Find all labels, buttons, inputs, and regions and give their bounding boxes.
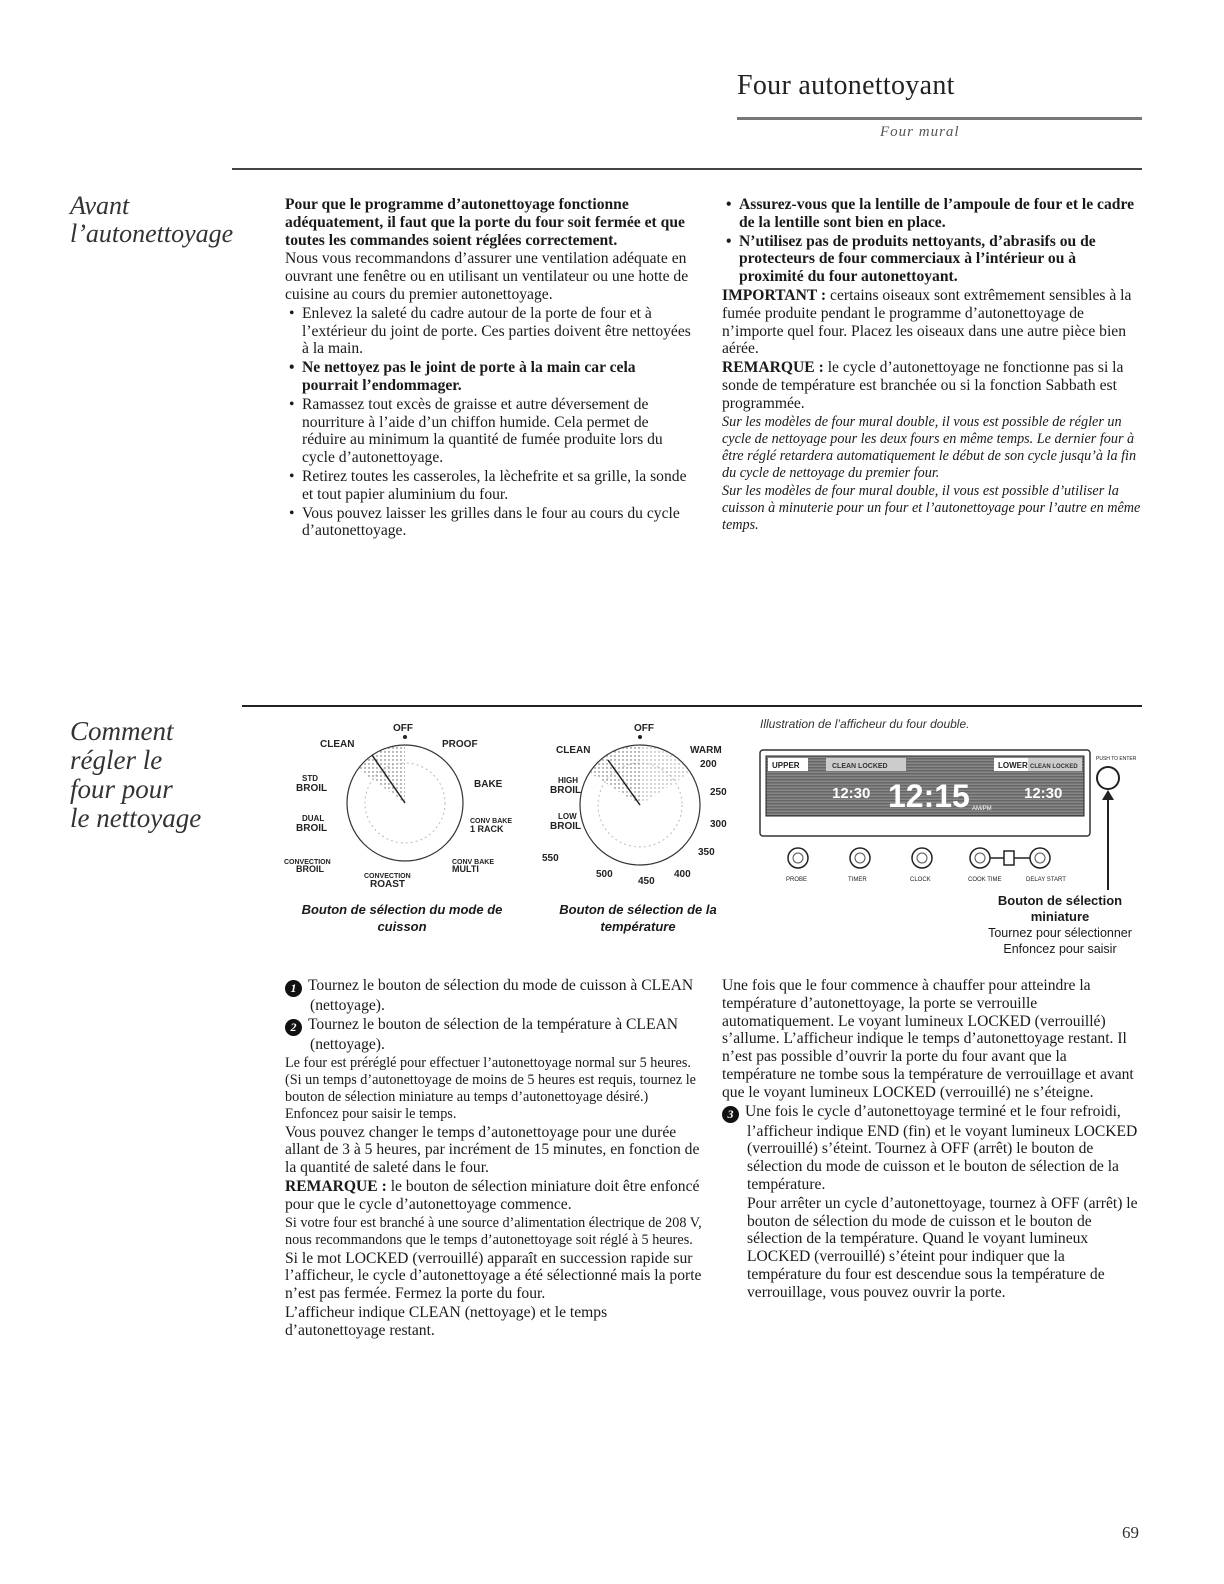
timer-button[interactable]	[850, 848, 870, 868]
knob-label: 500	[596, 869, 613, 880]
oven-display-panel	[758, 740, 1140, 900]
mini-selector-line: Tournez pour sélectionner	[988, 926, 1132, 940]
double-oven-note: Sur les modèles de four mural double, il vous est possible de régler un cycle de nettoyage pour les deux fours en même temps. Le dernier four à être réglé retardera automatiquement le début de son cycle jusqu’à la fin du cycle de nettoyage du premier four.	[722, 413, 1137, 481]
button-label: CLOCK	[910, 877, 931, 883]
remarque-text: le bouton de sélection miniature doit être enfoncé pour que le cycle d’autonettoyage commence.	[285, 1177, 700, 1213]
probe-button[interactable]	[788, 848, 808, 868]
bullet-item: • Ramassez tout excès de graisse et autre déversement de nourriture à l’aide d’un chiffon humide. Cela permet de réduire au minimum la quantité de fumée produite lors du cycle d’autonettoyage.	[285, 396, 693, 467]
section-title-how-to-set	[70, 717, 201, 833]
knob-label: CLEAN	[556, 745, 591, 756]
knob-label: CONV BAKE	[452, 859, 495, 866]
mini-selector-title: Bouton de sélection miniature	[997, 893, 1123, 924]
knob-label: BAKE	[474, 779, 503, 790]
how-to-set-column-1	[285, 977, 705, 1341]
mini-selector-knob[interactable]	[1097, 767, 1119, 789]
intro-text: Nous vous recommandons d’assurer une ventilation adéquate en ouvrant une fenêtre ou en utilisant un ventilateur ou une hotte de cuisine au cours du premier autonettoyage.	[285, 250, 689, 303]
before-cleaning-column-2	[722, 196, 1142, 535]
remarque-text: le cycle d’autonettoyage ne fonctionne pas si la sonde de température est branchée ou si la fonction Sabbath est programmée.	[722, 359, 1124, 412]
button-label: DELAY START	[1026, 877, 1066, 883]
remarque-label: REMARQUE :	[285, 1177, 387, 1195]
step-number: 3	[722, 1106, 739, 1123]
step-text: Tournez le bouton de sélection du mode de cuisson à CLEAN (nettoyage).	[308, 977, 694, 1014]
temperature-knob	[530, 715, 745, 895]
mode-knob-caption: Bouton de sélection du mode de cuisson	[301, 902, 503, 934]
intro-bold: Pour que le programme d’autonettoyage fonctionne adéquatement, il faut que la porte du four soit fermée et que toutes les commandes soient réglées correctement.	[285, 196, 685, 249]
step-number: 1	[285, 980, 302, 997]
display-time-main: 12:15	[888, 778, 970, 814]
header-divider	[232, 168, 1142, 170]
knob-label: CONV BAKE	[470, 818, 513, 825]
mini-selector-caption	[975, 893, 1145, 957]
clock-button[interactable]	[912, 848, 932, 868]
section-title-line: Avant	[70, 191, 130, 220]
header-rule	[737, 117, 1142, 120]
step-2	[285, 1016, 705, 1054]
section-title-line: l’autonettoyage	[70, 219, 234, 248]
bullet-item: • Assurez-vous que la lentille de l’ampoule de four et le cadre de la lentille sont bien en place.	[722, 196, 1142, 232]
knob-label: BROIL	[296, 783, 328, 794]
display-upper-label: UPPER	[772, 761, 800, 770]
double-oven-note: Sur les modèles de four mural double, il vous est possible d’utiliser la cuisson à minuterie pour un four et l’autonettoyage pour l’autre en même temps.	[722, 482, 1141, 533]
step-1	[285, 977, 705, 1015]
knob-label: CONVECTION	[364, 873, 411, 880]
section-divider	[242, 705, 1142, 707]
knob-label: PROOF	[442, 739, 478, 750]
remarque-label: REMARQUE :	[722, 359, 824, 377]
knob-label: 250	[710, 787, 727, 798]
knob-label: OFF	[393, 723, 413, 734]
knob-label: 300	[710, 819, 727, 830]
important-note	[722, 287, 1142, 358]
section-title-line: régler le	[70, 745, 163, 775]
knob-label: CONVECTION	[284, 859, 331, 866]
lock-icon	[1004, 851, 1014, 865]
page-subtitle: Four mural	[880, 124, 960, 140]
step-text: Tournez le bouton de sélection de la température à CLEAN (nettoyage).	[308, 1015, 678, 1053]
bullet-item: • Ne nettoyez pas le joint de porte à la main car cela pourrait l’endommager.	[285, 359, 693, 395]
mini-selector-line: Enfoncez pour saisir	[1003, 942, 1117, 956]
knob-label: LOW	[558, 812, 577, 821]
important-text: certains oiseaux sont extrêmement sensibles à la fumée produite pendant le programme d’autonettoyage de n’importe quel four. Placez les oiseaux dans une autre pièce bien aérée.	[722, 286, 1132, 358]
knob-label: 400	[674, 869, 691, 880]
knob-label: 350	[698, 847, 715, 858]
knob-label: CLEAN	[320, 739, 355, 750]
page-number: 69	[1122, 1523, 1139, 1542]
knob-label: BROIL	[296, 823, 328, 834]
display-time-upper: 12:30	[832, 785, 871, 802]
section-title-before-cleaning	[70, 192, 233, 248]
display-clean-locked: CLEAN LOCKED	[832, 763, 888, 770]
button-label: COOK TIME	[968, 877, 1002, 883]
cook-time-button[interactable]	[970, 848, 990, 868]
paragraph: Si votre four est branché à une source d’alimentation électrique de 208 V, nous recommandons que le temps d’autonettoyage soit réglé à 5 heures.	[285, 1214, 702, 1248]
knob-label: STD	[302, 774, 318, 783]
display-illustration-caption: Illustration de l’afficheur du four double.	[760, 717, 970, 731]
paragraph: L’afficheur indique CLEAN (nettoyage) et le temps d’autonettoyage restant.	[285, 1303, 608, 1339]
display-time-lower: 12:30	[1024, 785, 1063, 802]
step-3	[722, 1103, 1142, 1194]
important-label: IMPORTANT :	[722, 286, 827, 304]
button-label: TIMER	[848, 877, 867, 883]
step-text: Une fois le cycle d’autonettoyage terminé et le four refroidi, l’afficheur indique END (fin) et le voyant lumineux LOCKED (verrouillé) s’éteint. Tournez à OFF (arrêt) le bouton de sélection du mode de cuisson et le bouton de sélection de la température.	[745, 1102, 1138, 1193]
knob-label: OFF	[634, 723, 654, 734]
section-title-line: four pour	[70, 774, 173, 804]
section-title-line: Comment	[70, 716, 174, 746]
knob-label: HIGH	[558, 776, 578, 785]
paragraph: Le four est préréglé pour effectuer l’autonettoyage normal sur 5 heures. (Si un temps d’autonettoyage de moins de 5 heures est requis, tournez le bouton de sélection miniature au temps d’autonettoyage désiré.) Enfoncez pour saisir le temps.	[285, 1054, 696, 1122]
display-lower-label: LOWER	[998, 761, 1028, 770]
knob-label: 1 RACK	[470, 824, 504, 834]
bullet-item: • N’utilisez pas de produits nettoyants, d’abrasifs ou de protecteurs de four commerciaux à l’intérieur ou à proximité du four autonettoyant.	[722, 233, 1142, 286]
knob-label: 450	[638, 876, 655, 887]
temperature-knob-caption: Bouton de sélection de la température	[559, 902, 717, 934]
page-title: Four autonettoyant	[737, 70, 955, 101]
step-number: 2	[285, 1019, 302, 1036]
before-cleaning-column-1	[285, 196, 693, 541]
bullet-item: • Enlevez la saleté du cadre autour de la porte de four et à l’extérieur du joint de porte. Ces parties doivent être nettoyées à la main.	[285, 305, 693, 358]
remarque-note	[722, 359, 1142, 412]
how-to-set-column-2	[722, 977, 1142, 1303]
bullet-item: • Retirez toutes les casseroles, la lèchefrite et sa grille, la sonde et tout papier aluminium du four.	[285, 468, 693, 504]
knob-label: 550	[542, 853, 559, 864]
button-label: PROBE	[786, 877, 808, 883]
knob-label: ROAST	[370, 879, 405, 890]
paragraph: Pour arrêter un cycle d’autonettoyage, tournez à OFF (arrêt) le bouton de sélection du mode de cuisson et le bouton de sélection de la température. Quand le voyant lumineux LOCKED (verrouillé) s’éteint pour indiquer que la température du four est descendue sous la température de verrouillage, vous pouvez ouvrir la porte.	[747, 1194, 1138, 1301]
cooking-mode-knob	[280, 715, 530, 895]
display-clean-locked: CLEAN LOCKED	[1030, 764, 1078, 770]
knob-label: BROIL	[296, 864, 324, 874]
knob-label: MULTI	[452, 864, 479, 874]
knob-label: BROIL	[550, 785, 582, 796]
paragraph: Si le mot LOCKED (verrouillé) apparaît en succession rapide sur l’afficheur, le cycle d’autonettoyage a été sélectionné mais la porte n’est pas fermée. Fermez la porte du four.	[285, 1249, 702, 1303]
paragraph: Vous pouvez changer le temps d’autonettoyage pour une durée allant de 3 à 5 heures, par incrément de 15 minutes, en fonction de la quantité de saleté dans le four.	[285, 1123, 700, 1177]
display-ampm: AM/PM	[972, 806, 992, 812]
paragraph: Une fois que le four commence à chauffer pour atteindre la température d’autonettoyage, la porte se verrouille automatiquement. Le voyant lumineux LOCKED (verrouillé) s’allume. L’afficheur indique le temps d’autonettoyage restant. Il n’est pas possible d’ouvrir la porte du four avant que la température ne tombe sous la température de verrouillage et avant que le voyant lumineux LOCKED (verrouillé) ne s’éteigne.	[722, 977, 1134, 1101]
knob-label: WARM	[690, 745, 722, 756]
delay-start-button[interactable]	[1030, 848, 1050, 868]
knob-label: DUAL	[302, 814, 325, 823]
knob-label: BROIL	[550, 821, 582, 832]
push-to-enter-label: PUSH TO ENTER	[1096, 756, 1137, 762]
remarque-note	[285, 1178, 705, 1214]
section-title-line: le nettoyage	[70, 803, 202, 833]
knob-label: 200	[700, 759, 717, 770]
bullet-item: • Vous pouvez laisser les grilles dans le four au cours du cycle d’autonettoyage.	[285, 505, 693, 541]
